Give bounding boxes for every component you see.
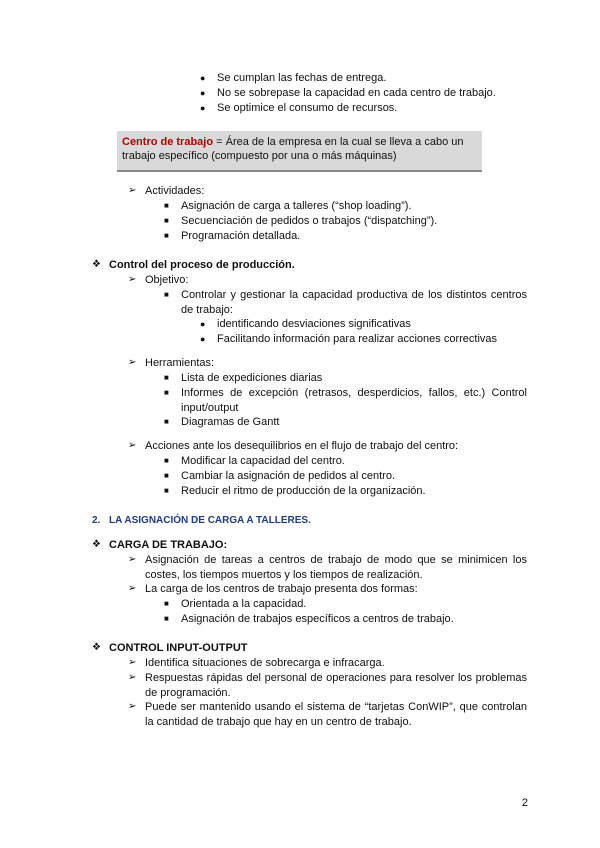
list-label: Herramientas:: [145, 357, 215, 369]
square-bullet-icon: ■: [164, 456, 169, 465]
list-item: Asignación de trabajos específicos a centros de trabajo.: [181, 613, 454, 625]
square-bullet-icon: ■: [164, 417, 169, 426]
list-item: Programación detallada.: [181, 230, 301, 242]
arrow-bullet-icon: ➢: [128, 672, 137, 683]
list-item: Diagramas de Gantt: [181, 416, 280, 428]
section-number: 2.: [92, 515, 101, 526]
bullet-circle: ●: [200, 319, 206, 329]
list-item: Orientada a la capacidad.: [181, 598, 307, 610]
list-item-continuation: de trabajo:: [181, 304, 233, 316]
square-bullet-icon: ■: [164, 599, 169, 608]
list-item: Informes de excepción (retrasos, desperdicios, fallos, etc.) Control: [181, 387, 527, 399]
arrow-bullet-icon: ➢: [128, 554, 137, 565]
list-item: Facilitando información para realizar acciones correctivas: [217, 333, 498, 345]
bullet-circle: ●: [200, 103, 206, 113]
arrow-bullet-icon: ➢: [128, 357, 137, 368]
list-item: Se cumplan las fechas de entrega.: [217, 72, 387, 84]
list-item: Lista de expediciones diarias: [181, 372, 323, 384]
definition-body: = Área de la empresa en la cual se lleva a cabo un trabajo específico (compuesto por una o más máquinas): [122, 136, 464, 162]
diamond-bullet-icon: ❖: [92, 259, 101, 270]
diamond-bullet-icon: ❖: [92, 539, 101, 550]
subsection-heading: CONTROL INPUT-OUTPUT: [109, 642, 248, 654]
square-bullet-icon: ■: [164, 216, 169, 225]
list-item: Cambiar la asignación de pedidos al centro.: [181, 470, 396, 482]
arrow-bullet-icon: ➢: [128, 185, 137, 196]
bullet-circle: ●: [200, 334, 206, 344]
arrow-bullet-icon: ➢: [128, 274, 137, 285]
bullet-circle: ●: [200, 88, 206, 98]
definition-callout: [117, 131, 482, 172]
section-title: LA ASIGNACIÓN DE CARGA A TALLERES.: [109, 515, 311, 526]
square-bullet-icon: ■: [164, 388, 169, 397]
diamond-bullet-icon: ❖: [92, 642, 101, 653]
list-item: Asignación de tareas a centros de trabajo de modo que se minimicen los: [145, 554, 527, 566]
bullet-circle: ●: [200, 73, 206, 83]
list-item-continuation: de programación.: [145, 687, 231, 699]
list-item: Controlar y gestionar la capacidad productiva de los distintos centros: [181, 289, 527, 301]
list-item: Identifica situaciones de sobrecarga e infracarga.: [145, 657, 385, 669]
list-item: Secuenciación de pedidos o trabajos (“dispatching”).: [181, 215, 438, 227]
square-bullet-icon: ■: [164, 231, 169, 240]
list-label: Actividades:: [145, 185, 205, 197]
list-item-continuation: la cantidad de trabajo que hay en un centro de trabajo.: [145, 716, 412, 728]
list-label: Objetivo:: [145, 274, 189, 286]
square-bullet-icon: ■: [164, 486, 169, 495]
subsection-heading: CARGA DE TRABAJO:: [109, 539, 228, 551]
arrow-bullet-icon: ➢: [128, 701, 137, 712]
list-item-continuation: costes, los tiempos muertos y los tiempos de realización.: [145, 569, 423, 581]
list-item: Reducir el ritmo de producción de la organización.: [181, 485, 426, 497]
definition-term: Centro de trabajo: [122, 136, 214, 148]
arrow-bullet-icon: ➢: [128, 657, 137, 668]
list-item: Se optimice el consumo de recursos.: [217, 102, 398, 114]
list-item: Asignación de carga a talleres (“shop loading”).: [181, 200, 412, 212]
list-label: Acciones ante los desequilibrios en el flujo de trabajo del centro:: [145, 440, 459, 452]
list-item: Puede ser mantenido usando el sistema de “tarjetas ConWIP”, que controlan: [145, 701, 527, 713]
arrow-bullet-icon: ➢: [128, 440, 137, 451]
square-bullet-icon: ■: [164, 373, 169, 382]
square-bullet-icon: ■: [164, 201, 169, 210]
arrow-bullet-icon: ➢: [128, 583, 137, 594]
list-item: La carga de los centros de trabajo presenta dos formas:: [145, 583, 418, 595]
list-item-continuation: input/output: [181, 402, 239, 414]
list-item: No se sobrepase la capacidad en cada centro de trabajo.: [217, 87, 496, 99]
section-heading: Control del proceso de producción.: [109, 259, 295, 271]
square-bullet-icon: ■: [164, 290, 169, 299]
page-number: 2: [521, 797, 528, 809]
list-item: Respuestas rápidas del personal de operaciones para resolver los problemas: [145, 672, 527, 684]
list-item: Modificar la capacidad del centro.: [181, 455, 345, 467]
square-bullet-icon: ■: [164, 471, 169, 480]
square-bullet-icon: ■: [164, 614, 169, 623]
list-item: identificando desviaciones significativas: [217, 318, 411, 330]
definition-text: [122, 135, 477, 163]
